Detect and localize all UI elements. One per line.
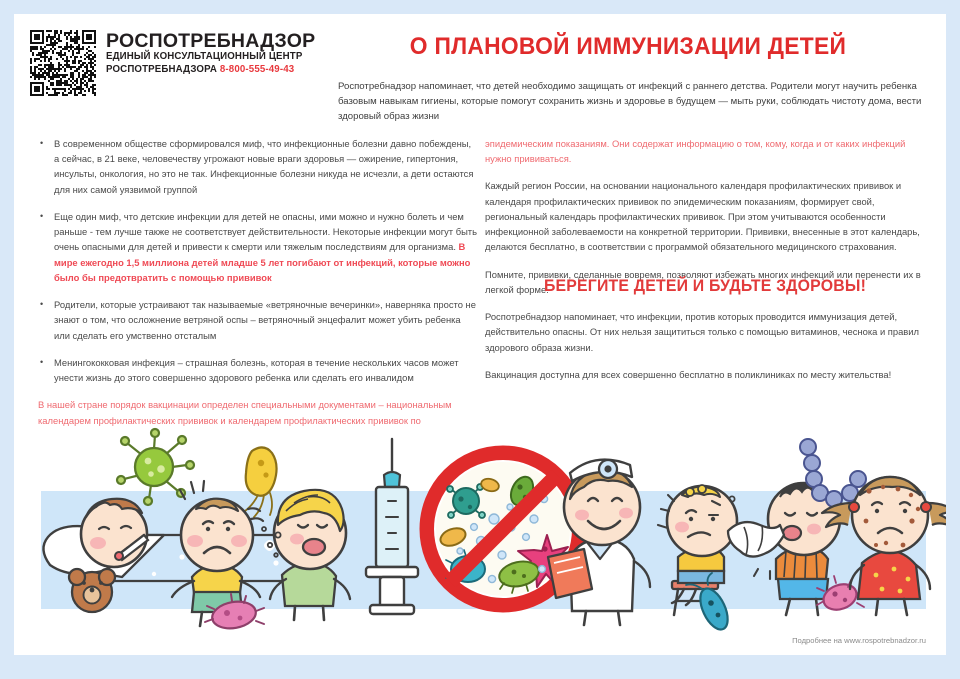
highlighted-statistic: В мире ежегодно 1,5 миллиона детей младше 5 лет погибают от инфекций, которые можно было бы предотвратить с помощью прививок (54, 241, 471, 283)
brand-subtitle-org: РОСПОТРЕБНАДЗОРА (106, 64, 218, 76)
qr-code-icon (30, 30, 96, 96)
brand-subtitle-line1: ЕДИНЫЙ КОНСУЛЬТАЦИОННЫЙ ЦЕНТР (106, 51, 303, 63)
right-column (485, 136, 925, 394)
brand-block (30, 30, 330, 96)
paragraph-text: В современном обществе сформировался миф, что инфекционные болезни давно побеждены, а сейчас, в 21 веке, человечеству угрожают новые враги здоровья — ожирение, гипертония, инсульты, онкология, но это не так. Инфекционные болезни никуда не исчезли, а дети остаются для них самой уязвимой группой (54, 138, 474, 195)
illustration-svg (14, 429, 946, 629)
paragraph-text: Помните, прививки, сделанные вовремя, позволяют избежать многих инфекций или перенести их в легкой форме. (485, 268, 921, 295)
paragraph-text: Родители, которые устраивают так называемые «ветряночные вечеринки», наверняка просто не знают о том, что осложнение ветряной оспы – ветряночный энцефалит может убить ребенка или сделать его умственно отсталым (54, 299, 476, 341)
paragraph (485, 178, 925, 254)
footer-note: Подробнее на www.rospotrebnadzor.ru (792, 636, 926, 645)
paragraph-text: Менингококковая инфекция – страшная болезнь, которая в течение нескольких часов может унести жизнь до этого совершенно здорового ребенка или сделать его инвалидом (54, 356, 459, 384)
brand-text (106, 30, 315, 77)
page-title: О ПЛАНОВОЙ ИММУНИЗАЦИИ ДЕТЕЙ (409, 33, 847, 60)
teddy-bear-icon (69, 569, 115, 612)
bullet-paragraph (38, 355, 478, 385)
brand-name: РОСПОТРЕБНАДЗОР (106, 30, 316, 52)
paragraph-text: Каждый регион России, на основании национального календаря профилактических прививок и календаря профилактических прививок по эпидемическим показаниям, формирует свой, региональный календарь профилактических прививок. При этом учитываются особенности инфекционной заболеваемости на конкретной территории. Прививки, внесенные в этот календарь, делаются бесплатно, в соответствии с программой обязательного медицинского страхования. (485, 180, 920, 253)
paragraph (485, 367, 925, 382)
bullet-marker: • (40, 138, 44, 148)
paragraph-text: Вакцинация доступна для всех совершенно бесплатно в поликлиниках по месту жительства! (485, 368, 892, 380)
poster-header (14, 14, 946, 126)
bullet-paragraph (38, 209, 478, 285)
brand-subtitle-line2 (106, 64, 315, 77)
paragraph-text: Роспотребнадзор напоминает, что инфекции, против которых проводится иммунизация детей, действительно опасны. От них нельзя защититься только с помощью витаминов, чеснока и правил здорового образа жизни. (485, 311, 919, 353)
yellow-bacterium-icon (242, 447, 277, 517)
bullet-marker: • (40, 356, 44, 367)
folder-icon (548, 549, 592, 598)
intro-paragraph: Роспотребнадзор напоминает, что детей необходимо защищать от инфекций с раннего детства. Родители могут научить ребенка базовым навыкам гигиены, которые помогут сохранить жизнь и здоровье в будущем — мыть руки, соблюдать чистоту дома, вести здоровый образ жизни (338, 81, 922, 122)
hotline-phone[interactable]: 8-800-555-49-43 (219, 64, 295, 76)
paragraph (485, 136, 925, 166)
poster-page (14, 14, 946, 655)
bullet-paragraph (38, 297, 478, 343)
paragraph-text: В нашей стране порядок вакцинации определен специальными документами – национальным календарем профилактических прививок и календарем профилактических прививок по (38, 399, 452, 426)
paragraph-text: эпидемическим показаниям. Они содержат информацию о том, кому, когда и от каких инфекций нужно прививаться. (485, 138, 906, 165)
tissue-icon (728, 522, 784, 556)
paragraph-text: Еще один миф, что детские инфекции для детей не опасны, ими можно и нужно болеть и чем раньше - тем лучше также не соответствует действительности. Некоторые инфекции могут быть очень опасными для детей и привести к смерти или тяжелым последствиям для организма. (54, 210, 477, 253)
bullet-marker: • (40, 210, 44, 221)
bullet-paragraph (38, 136, 478, 197)
bullet-marker: • (40, 299, 44, 310)
left-column (38, 136, 478, 440)
paragraph (485, 309, 925, 355)
illustration-strip (14, 429, 946, 629)
child-on-stool-icon (661, 485, 737, 615)
paragraph (38, 397, 478, 427)
closing-slogan: БЕРЕГИТЕ ДЕТЕЙ И БУДЬТЕ ЗДОРОВЫ! (543, 277, 867, 295)
syringe-icon (366, 439, 418, 614)
